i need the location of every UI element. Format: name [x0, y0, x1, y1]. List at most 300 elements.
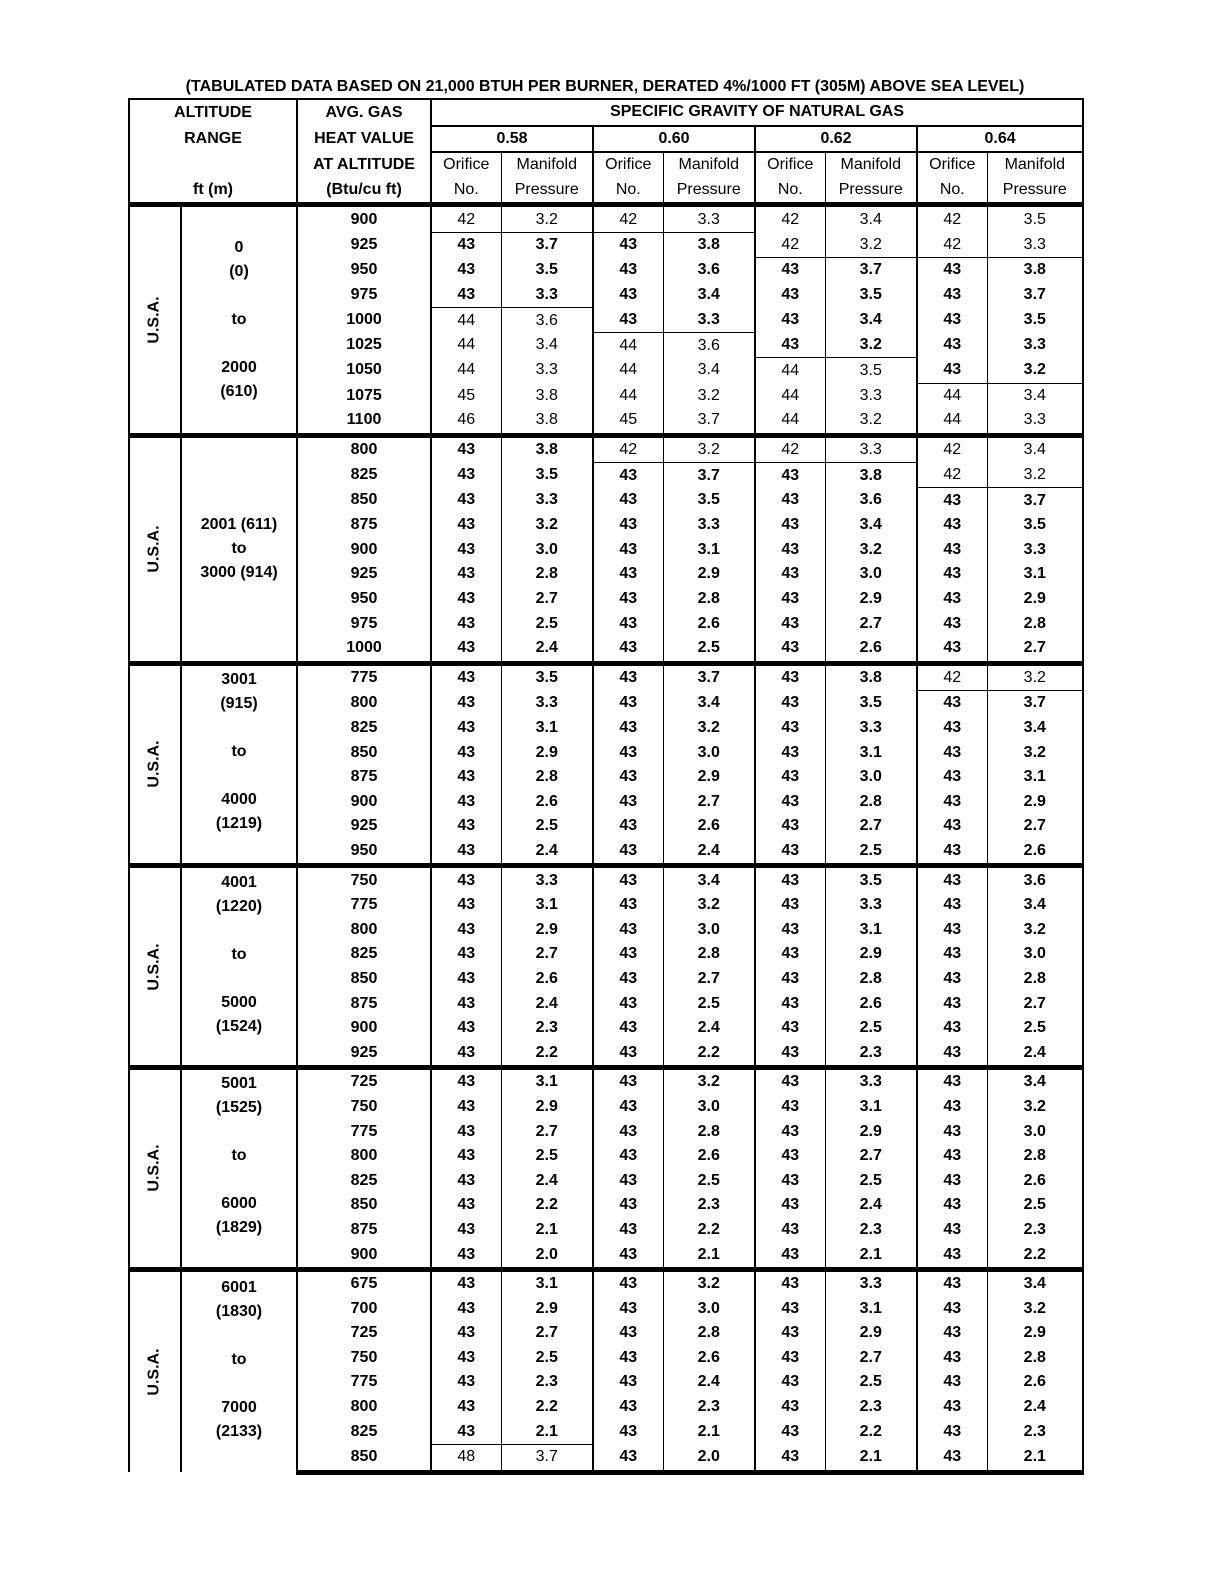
heat-value: 1000 [297, 636, 431, 663]
manifold-pressure: 2.9 [501, 1296, 593, 1321]
altitude-line [182, 1324, 296, 1348]
altitude-range [181, 866, 297, 1068]
manifold-pressure: 2.8 [663, 1119, 755, 1144]
heat-value: 675 [297, 1269, 431, 1296]
orifice-number: 43 [755, 1444, 825, 1472]
manifold-pressure: 2.2 [825, 1419, 917, 1444]
orifice-number: 43 [431, 839, 501, 866]
heat-value: 925 [297, 232, 431, 257]
orifice-number: 43 [593, 942, 663, 967]
heat-value: 925 [297, 814, 431, 839]
orifice-number: 43 [593, 918, 663, 943]
orifice-number: 43 [755, 538, 825, 563]
orifice-number: 43 [755, 740, 825, 765]
altitude-line [182, 967, 296, 991]
orifice-number: 43 [431, 1370, 501, 1395]
orifice-number: 43 [593, 866, 663, 893]
orifice-number: 43 [755, 611, 825, 636]
manifold-pressure: 2.1 [825, 1444, 917, 1472]
manifold-pressure: 2.3 [825, 1040, 917, 1067]
manifold-pressure: 2.9 [825, 942, 917, 967]
orifice-number: 43 [593, 1144, 663, 1169]
orifice-number: 43 [431, 740, 501, 765]
orifice-number: 43 [917, 866, 987, 893]
orifice-number: 43 [917, 893, 987, 918]
altitude-line [182, 1039, 296, 1063]
orifice-number: 43 [917, 740, 987, 765]
orifice-number: 43 [917, 1168, 987, 1193]
orifice-number: 43 [593, 1218, 663, 1243]
orifice-number: 43 [593, 463, 663, 488]
manifold-pressure: 2.4 [501, 636, 593, 663]
manifold-pressure: 3.3 [825, 1068, 917, 1095]
orifice-number: 44 [755, 358, 825, 383]
manifold-pressure: 2.1 [987, 1444, 1083, 1472]
table-row [129, 663, 1083, 691]
orifice-number: 43 [755, 814, 825, 839]
manifold-pressure: 3.6 [825, 488, 917, 513]
orifice-number: 43 [431, 1395, 501, 1420]
specific-gravity-header: SPECIFIC GRAVITY OF NATURAL GAS [431, 99, 1083, 126]
manifold-pressure: 3.1 [501, 1269, 593, 1296]
orifice-number: 43 [755, 1296, 825, 1321]
manifold-pressure: 3.2 [501, 205, 593, 233]
heat-value: 900 [297, 790, 431, 815]
orifice-number: 43 [755, 333, 825, 358]
manifold-pressure: 2.1 [501, 1419, 593, 1444]
manifold-pressure: 2.5 [987, 1193, 1083, 1218]
manifold-pressure: 3.2 [825, 538, 917, 563]
heat-value: 1050 [297, 358, 431, 383]
region-label [129, 663, 181, 866]
orifice-number: 43 [593, 1419, 663, 1444]
pressure-header: Pressure [825, 178, 917, 205]
heat-value: 825 [297, 716, 431, 741]
manifold-pressure: 3.5 [987, 513, 1083, 538]
manifold-header: Manifold [663, 152, 755, 178]
orifice-number: 42 [917, 435, 987, 463]
altitude-range [181, 435, 297, 663]
orifice-number: 43 [917, 1346, 987, 1371]
orifice-number: 43 [431, 967, 501, 992]
orifice-number: 43 [755, 991, 825, 1016]
orifice-number: 43 [917, 283, 987, 308]
orifice-number: 43 [755, 562, 825, 587]
orifice-number: 43 [593, 1095, 663, 1120]
manifold-pressure: 3.3 [663, 308, 755, 333]
manifold-pressure: 2.7 [501, 587, 593, 612]
manifold-pressure: 3.3 [663, 205, 755, 233]
orifice-number: 43 [593, 790, 663, 815]
manifold-pressure: 2.6 [663, 814, 755, 839]
altitude-line: (1219) [215, 815, 263, 833]
orifice-number: 43 [755, 1395, 825, 1420]
orifice-number: 43 [755, 942, 825, 967]
orifice-number: 43 [917, 258, 987, 283]
orifice-number: 43 [431, 1119, 501, 1144]
manifold-pressure: 3.3 [987, 538, 1083, 563]
altitude-line [182, 585, 296, 609]
region-label [129, 1068, 181, 1270]
orifice-number: 43 [431, 866, 501, 893]
manifold-pressure: 3.1 [501, 1068, 593, 1095]
heat-value: 900 [297, 538, 431, 563]
orifice-number: 43 [431, 716, 501, 741]
manifold-pressure: 3.1 [501, 716, 593, 741]
orifice-number: 43 [755, 1068, 825, 1095]
heat-value: 800 [297, 435, 431, 463]
manifold-pressure: 3.3 [987, 232, 1083, 257]
manifold-pressure: 3.3 [987, 408, 1083, 435]
manifold-pressure: 2.5 [825, 1370, 917, 1395]
manifold-pressure: 2.5 [663, 991, 755, 1016]
manifold-pressure: 2.5 [663, 1168, 755, 1193]
manifold-pressure: 3.3 [987, 333, 1083, 358]
orifice-number: 43 [755, 866, 825, 893]
altitude-line: 2001 (611) [200, 516, 278, 534]
manifold-pressure: 3.3 [825, 1269, 917, 1296]
heat-value: 775 [297, 663, 431, 691]
orifice-number: 43 [431, 1193, 501, 1218]
heat-value: 725 [297, 1068, 431, 1095]
manifold-pressure: 2.6 [663, 1346, 755, 1371]
manifold-pressure: 2.9 [663, 562, 755, 587]
manifold-pressure: 3.4 [825, 513, 917, 538]
manifold-pressure: 3.2 [825, 333, 917, 358]
manifold-pressure: 2.7 [987, 814, 1083, 839]
manifold-pressure: 2.4 [663, 1370, 755, 1395]
orifice-number: 43 [917, 1095, 987, 1120]
manifold-pressure: 2.6 [987, 1370, 1083, 1395]
orifice-number: 43 [917, 333, 987, 358]
orifice-number: 43 [917, 967, 987, 992]
manifold-pressure: 2.5 [501, 1144, 593, 1169]
region-label [129, 1269, 181, 1472]
manifold-pressure: 3.1 [501, 893, 593, 918]
manifold-pressure: 3.8 [987, 258, 1083, 283]
manifold-pressure: 2.0 [663, 1444, 755, 1472]
orifice-number: 43 [755, 716, 825, 741]
orifice-number: 43 [755, 663, 825, 691]
altitude-line: to [231, 1350, 247, 1368]
heat-value: 875 [297, 765, 431, 790]
manifold-pressure: 3.4 [663, 283, 755, 308]
altitude-line: 4001 [221, 873, 257, 891]
orifice-number: 43 [593, 562, 663, 587]
orifice-number: 43 [431, 790, 501, 815]
manifold-pressure: 3.0 [825, 765, 917, 790]
manifold-pressure: 3.2 [987, 358, 1083, 383]
altitude-line [182, 284, 296, 308]
altitude-line [182, 1444, 296, 1468]
region-text: U.S.A. [146, 740, 163, 788]
table-row [129, 205, 1083, 233]
heat-value: 750 [297, 866, 431, 893]
orifice-header: Orifice [431, 152, 501, 178]
manifold-pressure: 2.7 [663, 967, 755, 992]
altitude-line [182, 1372, 296, 1396]
manifold-pressure: 3.2 [663, 383, 755, 408]
manifold-pressure: 2.5 [501, 1346, 593, 1371]
orifice-number: 43 [755, 488, 825, 513]
orifice-number: 43 [593, 1269, 663, 1296]
manifold-pressure: 3.3 [501, 866, 593, 893]
manifold-pressure: 3.4 [825, 308, 917, 333]
manifold-pressure: 2.7 [825, 611, 917, 636]
orifice-number: 43 [593, 893, 663, 918]
orifice-number: 44 [917, 408, 987, 435]
orifice-number: 43 [755, 1346, 825, 1371]
manifold-pressure: 2.8 [663, 942, 755, 967]
orifice-number: 43 [917, 1419, 987, 1444]
orifice-number: 43 [917, 716, 987, 741]
manifold-pressure: 3.8 [501, 408, 593, 435]
orifice-number: 43 [593, 1321, 663, 1346]
heat-value: 775 [297, 893, 431, 918]
heat-value: 975 [297, 611, 431, 636]
orifice-number: 43 [431, 1269, 501, 1296]
table-header [129, 99, 1083, 205]
manifold-pressure: 3.1 [825, 1296, 917, 1321]
manifold-pressure: 2.8 [987, 967, 1083, 992]
orifice-number: 43 [917, 488, 987, 513]
orifice-number: 44 [593, 358, 663, 383]
orifice-number: 42 [755, 232, 825, 257]
manifold-pressure: 2.6 [825, 636, 917, 663]
heat-value: 700 [297, 1296, 431, 1321]
altitude-line [182, 441, 296, 465]
manifold-pressure: 3.7 [987, 283, 1083, 308]
manifold-pressure: 2.5 [987, 1016, 1083, 1041]
heat-value: 800 [297, 1395, 431, 1420]
manifold-pressure: 2.3 [501, 1016, 593, 1041]
manifold-pressure: 3.6 [663, 333, 755, 358]
manifold-pressure: 3.4 [663, 358, 755, 383]
manifold-pressure: 3.1 [663, 538, 755, 563]
orifice-number: 44 [431, 333, 501, 358]
manifold-pressure: 2.6 [987, 1168, 1083, 1193]
orifice-number: 43 [431, 1218, 501, 1243]
altitude-line: 2000 [221, 359, 257, 377]
orifice-number: 43 [593, 1346, 663, 1371]
manifold-pressure: 2.2 [501, 1040, 593, 1067]
manifold-pressure: 2.9 [987, 1321, 1083, 1346]
manifold-pressure: 2.3 [663, 1193, 755, 1218]
manifold-pressure: 3.5 [663, 488, 755, 513]
orifice-number: 43 [431, 991, 501, 1016]
manifold-pressure: 2.4 [663, 839, 755, 866]
altitude-line [182, 465, 296, 489]
orifice-number: 42 [593, 205, 663, 233]
manifold-pressure: 3.4 [987, 383, 1083, 408]
orifice-number: 43 [593, 1168, 663, 1193]
manifold-pressure: 3.0 [987, 942, 1083, 967]
orifice-number: 43 [755, 587, 825, 612]
orifice-number: 42 [593, 435, 663, 463]
orifice-header: Orifice [917, 152, 987, 178]
orifice-number: 43 [593, 308, 663, 333]
gravity-header: 0.58 [431, 126, 593, 153]
orifice-number: 43 [917, 918, 987, 943]
orifice-number: 43 [593, 1370, 663, 1395]
orifice-number: 43 [593, 740, 663, 765]
manifold-pressure: 2.9 [825, 1119, 917, 1144]
altitude-line: 5001 [221, 1075, 257, 1093]
altitude-line: to [231, 311, 247, 329]
altitude-line: 6001 [221, 1278, 257, 1296]
manifold-pressure: 2.9 [987, 587, 1083, 612]
orifice-number: 43 [917, 1144, 987, 1169]
orifice-number: 43 [755, 893, 825, 918]
manifold-header: Manifold [501, 152, 593, 178]
altitude-line: (915) [220, 695, 258, 713]
heat-value: 950 [297, 839, 431, 866]
orifice-number: 43 [593, 1242, 663, 1269]
orifice-number: 42 [917, 232, 987, 257]
altitude-line: (1830) [215, 1302, 263, 1320]
orifice-number: 43 [431, 283, 501, 308]
table-row [129, 435, 1083, 463]
manifold-pressure: 3.2 [825, 232, 917, 257]
manifold-pressure: 2.9 [501, 740, 593, 765]
manifold-pressure: 3.4 [987, 435, 1083, 463]
manifold-pressure: 3.5 [987, 205, 1083, 233]
manifold-pressure: 3.4 [501, 333, 593, 358]
orifice-number: 43 [917, 1218, 987, 1243]
manifold-pressure: 2.1 [501, 1218, 593, 1243]
manifold-pressure: 3.1 [987, 765, 1083, 790]
manifold-pressure: 2.2 [501, 1193, 593, 1218]
orifice-number: 43 [755, 308, 825, 333]
manifold-pressure: 2.9 [825, 587, 917, 612]
manifold-pressure: 2.4 [825, 1193, 917, 1218]
orifice-number: 43 [593, 814, 663, 839]
altitude-line [182, 1240, 296, 1264]
orifice-number: 43 [917, 1269, 987, 1296]
manifold-pressure: 3.2 [825, 408, 917, 435]
orifice-number: 43 [431, 463, 501, 488]
heat-value: 925 [297, 1040, 431, 1067]
manifold-pressure: 3.5 [825, 866, 917, 893]
orifice-number: 45 [431, 383, 501, 408]
orifice-number: 43 [755, 790, 825, 815]
manifold-header: Manifold [825, 152, 917, 178]
orifice-number: 43 [593, 1193, 663, 1218]
heat-value: 975 [297, 283, 431, 308]
manifold-pressure: 2.2 [663, 1218, 755, 1243]
orifice-number: 43 [755, 1040, 825, 1067]
manifold-pressure: 2.5 [825, 1168, 917, 1193]
orifice-number: 43 [917, 1040, 987, 1067]
manifold-pressure: 2.4 [663, 1016, 755, 1041]
altitude-line [182, 404, 296, 428]
altitude-header: ALTITUDE [129, 99, 297, 126]
altitude-line: 4000 [221, 791, 257, 809]
manifold-pressure: 3.1 [825, 1095, 917, 1120]
orifice-number: 43 [431, 1321, 501, 1346]
orifice-number: 43 [917, 691, 987, 716]
manifold-pressure: 3.3 [501, 283, 593, 308]
heat-value: 750 [297, 1346, 431, 1371]
altitude-line: 3001 [221, 671, 257, 689]
orifice-number: 43 [593, 587, 663, 612]
orifice-number: 43 [593, 1016, 663, 1041]
orifice-number: 43 [917, 1242, 987, 1269]
heat-value: 825 [297, 1419, 431, 1444]
orifice-number: 43 [431, 942, 501, 967]
manifold-pressure: 3.8 [825, 463, 917, 488]
orifice-number: 43 [593, 258, 663, 283]
manifold-pressure: 3.4 [663, 691, 755, 716]
orifice-number: 43 [593, 283, 663, 308]
heat-value: 875 [297, 991, 431, 1016]
manifold-pressure: 3.7 [501, 232, 593, 257]
manifold-pressure: 3.2 [663, 1068, 755, 1095]
manifold-pressure: 2.5 [825, 1016, 917, 1041]
manifold-pressure: 2.3 [825, 1218, 917, 1243]
orifice-number: 44 [917, 383, 987, 408]
manifold-pressure: 2.4 [987, 1040, 1083, 1067]
orifice-number: 48 [431, 1444, 501, 1472]
orifice-number: 43 [431, 1419, 501, 1444]
orifice-number: 43 [917, 1395, 987, 1420]
manifold-pressure: 2.4 [501, 839, 593, 866]
orifice-number: 43 [755, 513, 825, 538]
orifice-number: 43 [917, 538, 987, 563]
orifice-number: 42 [755, 435, 825, 463]
heat-value: 1075 [297, 383, 431, 408]
manifold-header: Manifold [987, 152, 1083, 178]
orifice-number: 43 [917, 1119, 987, 1144]
manifold-pressure: 3.2 [501, 513, 593, 538]
orifice-number: 43 [593, 991, 663, 1016]
altitude-range [181, 205, 297, 435]
orifice-number: 43 [917, 587, 987, 612]
table-row [129, 866, 1083, 893]
manifold-pressure: 3.5 [501, 663, 593, 691]
manifold-pressure: 2.1 [663, 1419, 755, 1444]
region-text: U.S.A. [146, 943, 163, 991]
orifice-number: 43 [755, 1269, 825, 1296]
orifice-number: 43 [917, 1296, 987, 1321]
orifice-number: 46 [431, 408, 501, 435]
orifice-number: 44 [431, 358, 501, 383]
manifold-pressure: 2.7 [987, 991, 1083, 1016]
altitude-range [181, 1068, 297, 1270]
heat-value: 850 [297, 1444, 431, 1472]
orifice-number: 43 [431, 636, 501, 663]
manifold-pressure: 2.9 [663, 765, 755, 790]
manifold-pressure: 2.6 [501, 790, 593, 815]
manifold-pressure: 2.4 [987, 1395, 1083, 1420]
heat-value: 875 [297, 1218, 431, 1243]
orifice-number: 43 [755, 1016, 825, 1041]
manifold-pressure: 2.8 [987, 1144, 1083, 1169]
altitude-line: 3000 (914) [200, 564, 278, 582]
gravity-header: 0.62 [755, 126, 917, 153]
manifold-pressure: 2.3 [663, 1395, 755, 1420]
manifold-pressure: 3.0 [663, 1296, 755, 1321]
manifold-pressure: 3.7 [663, 663, 755, 691]
manifold-pressure: 2.7 [501, 942, 593, 967]
altitude-line: (2133) [215, 1422, 263, 1440]
manifold-pressure: 3.2 [663, 716, 755, 741]
manifold-pressure: 3.7 [501, 1444, 593, 1472]
orifice-number: 43 [593, 839, 663, 866]
heat-value: 900 [297, 205, 431, 233]
orifice-number: 43 [431, 435, 501, 463]
orifice-number: 43 [593, 232, 663, 257]
